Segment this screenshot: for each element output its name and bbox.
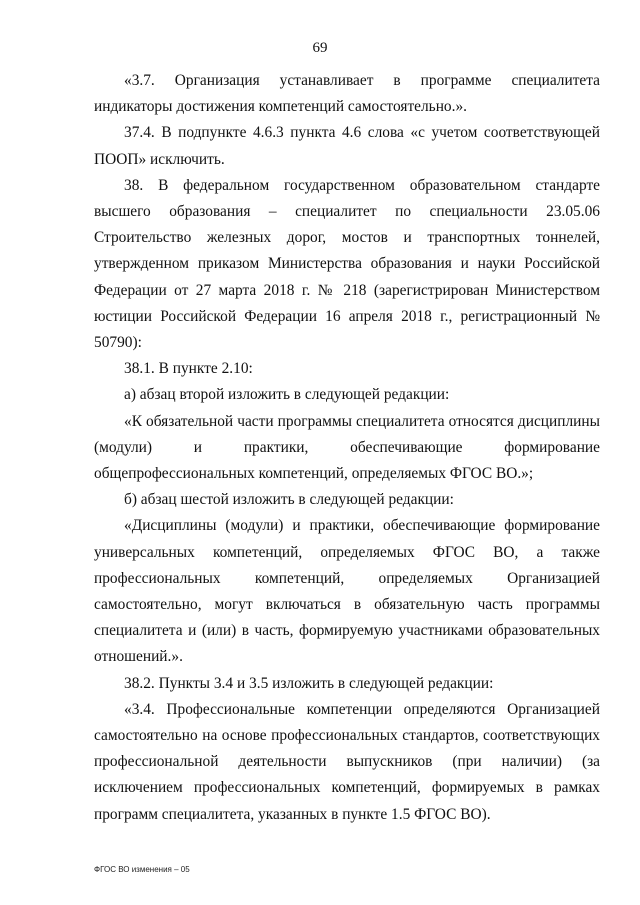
- paragraph-38: 38. В федеральном государственном образовательном стандарте высшего образования – специалитет по специальности 23.05.06 Строительство железных дорог, мостов и транспортных тоннелей, утвержденном приказом Министерства образования и науки Российской Федерации от 27 марта 2018 г. № 218 (зарегистрирован Министерством юстиции Российской Федерации 16 апреля 2018 г., регистрационный № 50790):: [94, 176, 600, 352]
- paragraph-37-4: 37.4. В подпункте 4.6.3 пункта 4.6 слова «с учетом соответствующей ПООП» исключить.: [94, 124, 600, 168]
- paragraph-item-b: б) абзац шестой изложить в следующей редакции:: [124, 491, 454, 509]
- paragraph-quote-a: «К обязательной части программы специалитета относятся дисциплины (модули) и практики, обеспечивающие формирование общепрофессиональных компетенций, определяемых ФГОС ВО.»;: [94, 412, 600, 483]
- page-number: 69: [312, 40, 328, 56]
- paragraph-38-2: 38.2. Пункты 3.4 и 3.5 изложить в следующей редакции:: [124, 674, 494, 692]
- paragraph-item-a: а) абзац второй изложить в следующей редакции:: [124, 386, 450, 404]
- paragraph-quote-3-4: «3.4. Профессиональные компетенции определяются Организацией самостоятельно на основе профессиональных стандартов, соответствующих профессиональной деятельности выпускников (при наличии) (за исключением профессиональных компетенций, формируемых в рамках программ специалитета, указанных в пункте 1.5 ФГОС ВО).: [94, 700, 600, 823]
- page-footer: ФГОС ВО изменения – 05: [94, 865, 190, 874]
- paragraph-38-1: 38.1. В пункте 2.10:: [124, 360, 253, 378]
- document-body: [94, 68, 600, 828]
- paragraph-3-7: «3.7. Организация устанавливает в программе специалитета индикаторы достижения компетенций самостоятельно.».: [94, 72, 600, 116]
- paragraph-quote-b: «Дисциплины (модули) и практики, обеспечивающие формирование универсальных компетенций, определяемых ФГОС ВО, а также профессиональных компетенций, определяемых Организацией самостоятельно, могут включаться в обязательную часть программы специалитета и (или) в часть, формируемую участниками образовательных отношений.».: [94, 517, 600, 666]
